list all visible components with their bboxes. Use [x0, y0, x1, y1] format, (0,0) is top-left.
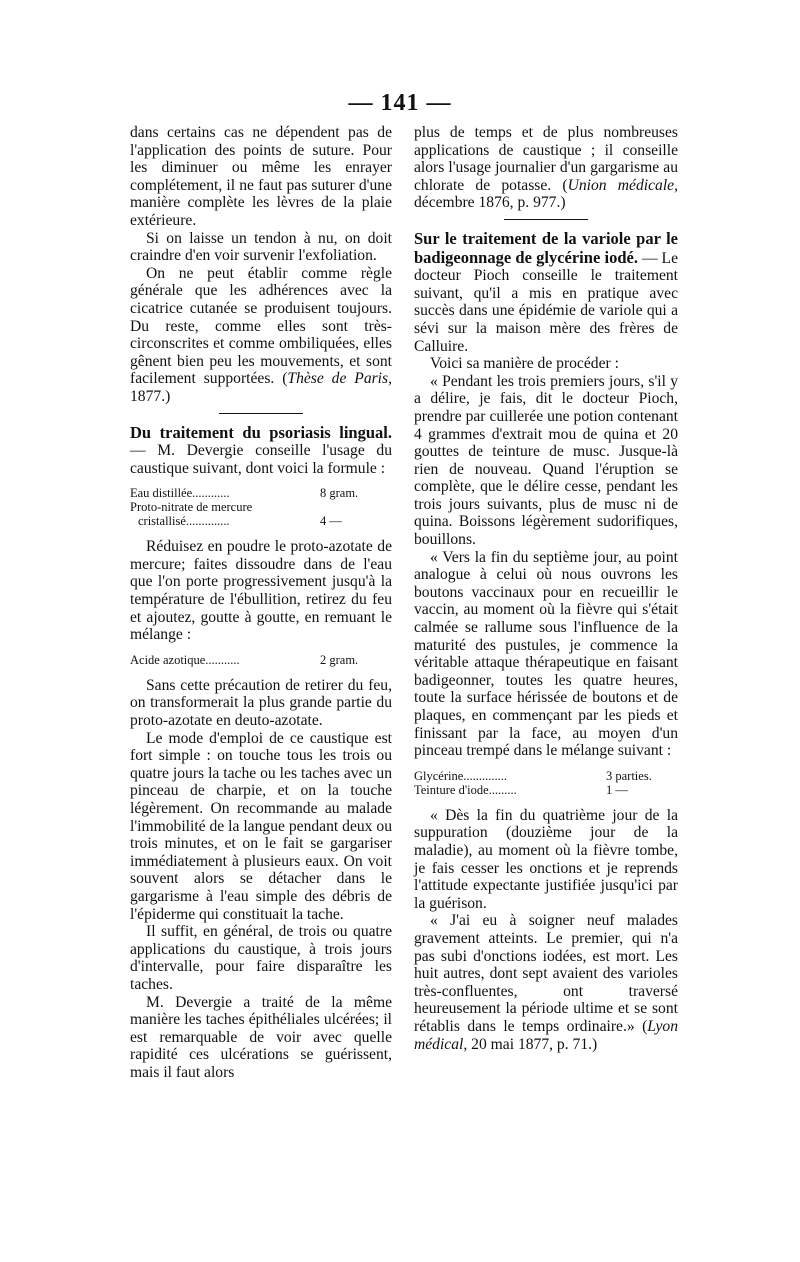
section-divider — [219, 413, 303, 414]
formula-table — [130, 653, 392, 667]
formula-row — [414, 769, 678, 783]
paragraph: Réduisez en poudre le proto-azotate de mercure; faites dissoudre dans de l'eau que l'on porte progressivement jusqu'à la température de l'ébullition, retirez du feu et ajoutez, goutte à goutte, en remuant le mélange : — [130, 538, 392, 644]
quantity — [320, 500, 392, 514]
ingredient: Eau distillée............ — [130, 486, 230, 501]
quantity: 8 gram. — [320, 486, 359, 501]
citation-source: Thèse de Paris, — [287, 370, 392, 388]
paragraph: Voici sa manière de procéder : — [430, 355, 619, 373]
formula-row — [130, 514, 392, 528]
page-number: — 141 — — [348, 90, 452, 116]
quantity: 4 — — [320, 514, 342, 529]
paragraph — [414, 124, 678, 212]
section-heading — [414, 230, 678, 355]
paragraph — [130, 265, 392, 406]
citation-source: Lyon médical, — [414, 1017, 678, 1053]
formula-row — [130, 500, 392, 514]
paragraph: Sans cette précaution de retirer du feu, on transformerait la plus grande partie du proto-azotate en deuto-azotate. — [130, 676, 392, 730]
section-divider — [504, 219, 588, 220]
section-intro: — M. Devergie conseille l'usage du caustique suivant, dont voici la formule : — [130, 442, 392, 477]
section-intro: — Le docteur Pioch conseille le traitement suivant, qu'il a mis en pratique avec succès dans une épidémie de variole qui a sévi sur la maison mère des frères de Calluire. — [414, 249, 678, 355]
formula-row — [130, 653, 392, 667]
paragraph: Le mode d'emploi de ce caustique est fort simple : on touche tous les trois ou quatre jours la tache ou les taches avec un pinceau de charpie, et on la touche légèrement. On recommande au malade l'immobilité de la langue pendant deux ou trois minutes, et on le fait se gargariser immédiatement à plusieurs eaux. On voit souvent alors se détacher dans le gargarisme à l'eau simple des débris de l'épiderme qui constituait la tache. — [130, 729, 392, 923]
section-title: Sur le traitement de la variole par le badigeonnage de glycérine iodé. — [414, 228, 678, 267]
formula-row — [130, 486, 392, 500]
quantity: 3 parties. — [606, 768, 652, 783]
paragraph-text: On ne peut établir comme règle générale que les adhérences avec la cicatrice cutanée se produisent toujours. Du reste, comme elles sont très-circonscrites et comme ombiliquées, elles gênent bien peu les mouvements, et sont facilement supportées. ( — [130, 264, 392, 388]
paragraph: « Dès la fin du quatrième jour de la suppuration (douzième jour de la maladie), au moment où la fièvre tombe, je fais cesser les onctions et je reprends l'attitude expectante justifiée jusqu'ici par la guérison. — [414, 806, 678, 912]
quantity: 2 gram. — [320, 652, 359, 667]
ingredient: Proto-nitrate de mercure — [130, 500, 253, 515]
section-heading — [130, 424, 392, 478]
formula-row — [414, 783, 678, 797]
right-column — [414, 124, 678, 1053]
paragraph-text: plus de temps et de plus nombreuses applications de caustique ; il conseille alors l'usage journalier d'un gargarisme au chlorate de potasse. ( — [414, 124, 678, 194]
paragraph: dans certains cas ne dépendent pas de l'application des points de suture. Pour les diminuer ou même les enrayer complétement, il ne faut pas suturer d'une manière complète les lèvres de la plaie extérieure. — [130, 124, 392, 229]
left-column — [130, 124, 392, 1082]
ingredient: Glycérine.............. — [414, 768, 508, 783]
ingredient: Teinture d'iode......... — [414, 782, 517, 797]
paragraph: M. Devergie a traité de la même manière les taches épithéliales ulcérées; il est remarquable de voir avec quelle rapidité ces ulcérations se guérissent, mais il faut alors — [130, 993, 392, 1081]
paragraph: Si on laisse un tendon à nu, on doit craindre d'en voir survenir l'exfoliation. — [130, 229, 392, 265]
citation-year: 1877.) — [130, 387, 171, 405]
ingredient: Acide azotique........... — [130, 652, 240, 667]
citation-source: Union médicale, — [567, 176, 678, 194]
ingredient: cristallisé.............. — [138, 514, 230, 529]
citation-date: 20 mai 1877, p. 71.) — [467, 1035, 598, 1053]
paragraph-text: « J'ai eu à soigner neuf malades gravement atteints. Le premier, qui n'a pas subi d'onctions iodées, est mort. Les huit autres, dont sept avaient des varioles très-confluentes, ont traversé heureusement la période ultime et se sont rétablis dans le temps ordinaire.» ( — [414, 912, 678, 1035]
paragraph: Il suffit, en général, de trois ou quatre applications du caustique, à trois jours d'intervalle, pour faire disparaître les taches. — [130, 923, 392, 993]
formula-table — [130, 486, 392, 528]
paragraph — [414, 912, 678, 1053]
quantity: 1 — — [606, 782, 628, 797]
formula-table — [414, 769, 678, 797]
paragraph: « Vers la fin du septième jour, au point analogue à celui où nous ouvrons les boutons vaccinaux pour en recueillir le vaccin, au moment où la fièvre qui s'était calmée se rallume sous l'influence de la maturité des pustules, je commence la véritable attaque thérapeutique en faisant badigeonner, toutes les quatre heures, toute la surface hérissée de boutons et de plaques, en commençant par les pieds et finissant par la face, au moyen d'un pinceau trempé dans le mélange suivant : — [414, 548, 678, 760]
section-title: Du traitement du psoriasis lingual. — [130, 422, 392, 442]
paragraph: « Pendant les trois premiers jours, s'il y a délire, je fais, dit le docteur Pioch, prendre par cuillerée une potion contenant 4 grammes d'extrait mou de quina et 20 gouttes de teinture de musc. Jusque-là rien de nouveau. Quand l'éruption se complète, que le délire cesse, pendant les trois jours suivants, plus de musc ni de quina. Boissons légèrement sudorifiques, bouillons. — [414, 372, 678, 549]
citation-date: décembre 1876, p. 977.) — [414, 194, 566, 212]
